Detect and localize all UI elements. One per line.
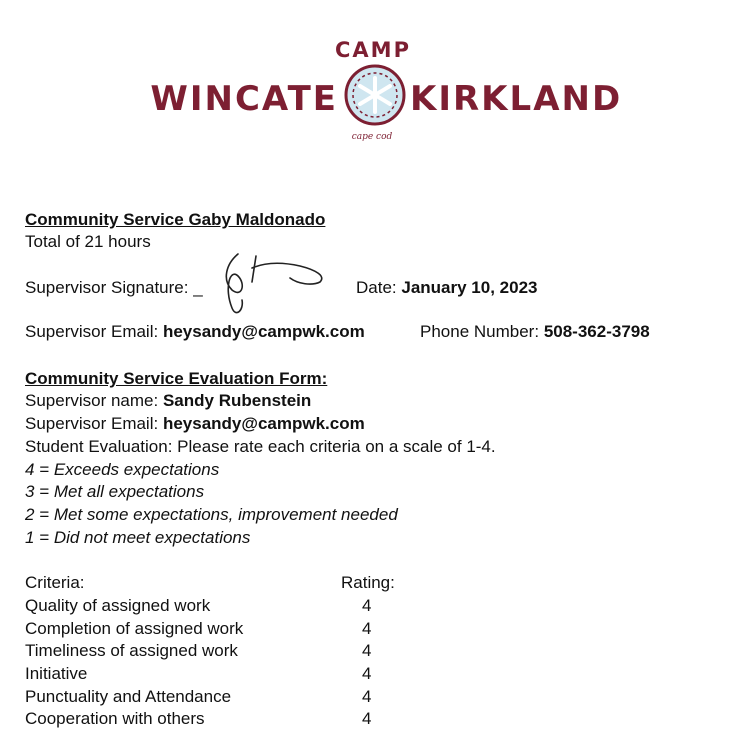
criteria-name: Punctuality and Attendance bbox=[25, 687, 232, 706]
evaluation-instructions: Student Evaluation: Please rate each criteria on a scale of 1-4. bbox=[25, 437, 496, 456]
supervisor-name-value: Sandy Rubenstein bbox=[162, 391, 312, 410]
logo-wincate-text: WINCATE bbox=[150, 79, 338, 119]
total-hours: Total of 21 hours bbox=[25, 232, 151, 251]
date-field bbox=[356, 278, 537, 298]
criteria-rating: 4 bbox=[362, 664, 372, 683]
service-email-field bbox=[25, 322, 365, 342]
evaluation-email-value: heysandy@campwk.com bbox=[162, 414, 365, 433]
phone-field bbox=[420, 322, 650, 342]
scale-item: 4 = Exceeds expectations bbox=[25, 460, 220, 479]
criteria-name: Quality of assigned work bbox=[25, 596, 211, 615]
logo-emblem-icon bbox=[346, 66, 404, 124]
rating-header: Rating: bbox=[341, 573, 395, 592]
evaluation-heading: Community Service Evaluation Form: bbox=[25, 369, 328, 388]
logo-tagline: cape cod bbox=[351, 132, 393, 142]
service-heading: Community Service Gaby Maldonado bbox=[25, 210, 326, 229]
date-value: January 10, 2023 bbox=[401, 278, 538, 297]
criteria-rating: 4 bbox=[362, 641, 372, 660]
signature-label: Supervisor Signature: _ bbox=[25, 278, 203, 297]
phone-label: Phone Number: bbox=[420, 322, 540, 341]
service-email-value: heysandy@campwk.com bbox=[162, 322, 365, 341]
criteria-rating: 4 bbox=[362, 687, 372, 706]
service-email-label: Supervisor Email: bbox=[25, 322, 159, 341]
criteria-rating: 4 bbox=[362, 596, 372, 615]
scale-item: 3 = Met all expectations bbox=[25, 482, 205, 501]
logo-camp-text: CAMP bbox=[335, 38, 411, 62]
criteria-header: Criteria: bbox=[25, 573, 85, 592]
phone-value: 508-362-3798 bbox=[543, 322, 650, 341]
criteria-name: Timeliness of assigned work bbox=[25, 641, 238, 660]
evaluation-email-label: Supervisor Email: bbox=[25, 414, 159, 433]
criteria-rating: 4 bbox=[362, 619, 372, 638]
scale-item: 1 = Did not meet expectations bbox=[25, 528, 251, 547]
criteria-name: Initiative bbox=[25, 664, 88, 683]
criteria-rating: 4 bbox=[362, 709, 372, 728]
criteria-name: Completion of assigned work bbox=[25, 619, 244, 638]
supervisor-name-field bbox=[25, 391, 311, 411]
scale-item: 2 = Met some expectations, improvement needed bbox=[25, 505, 398, 524]
date-label: Date: bbox=[356, 278, 397, 297]
supervisor-signature bbox=[208, 248, 338, 320]
camp-logo bbox=[0, 0, 740, 160]
evaluation-email-field bbox=[25, 414, 365, 434]
logo-kirkland-text: KIRKLAND bbox=[410, 79, 623, 119]
criteria-name: Cooperation with others bbox=[25, 709, 205, 728]
supervisor-name-label: Supervisor name: bbox=[25, 391, 159, 410]
